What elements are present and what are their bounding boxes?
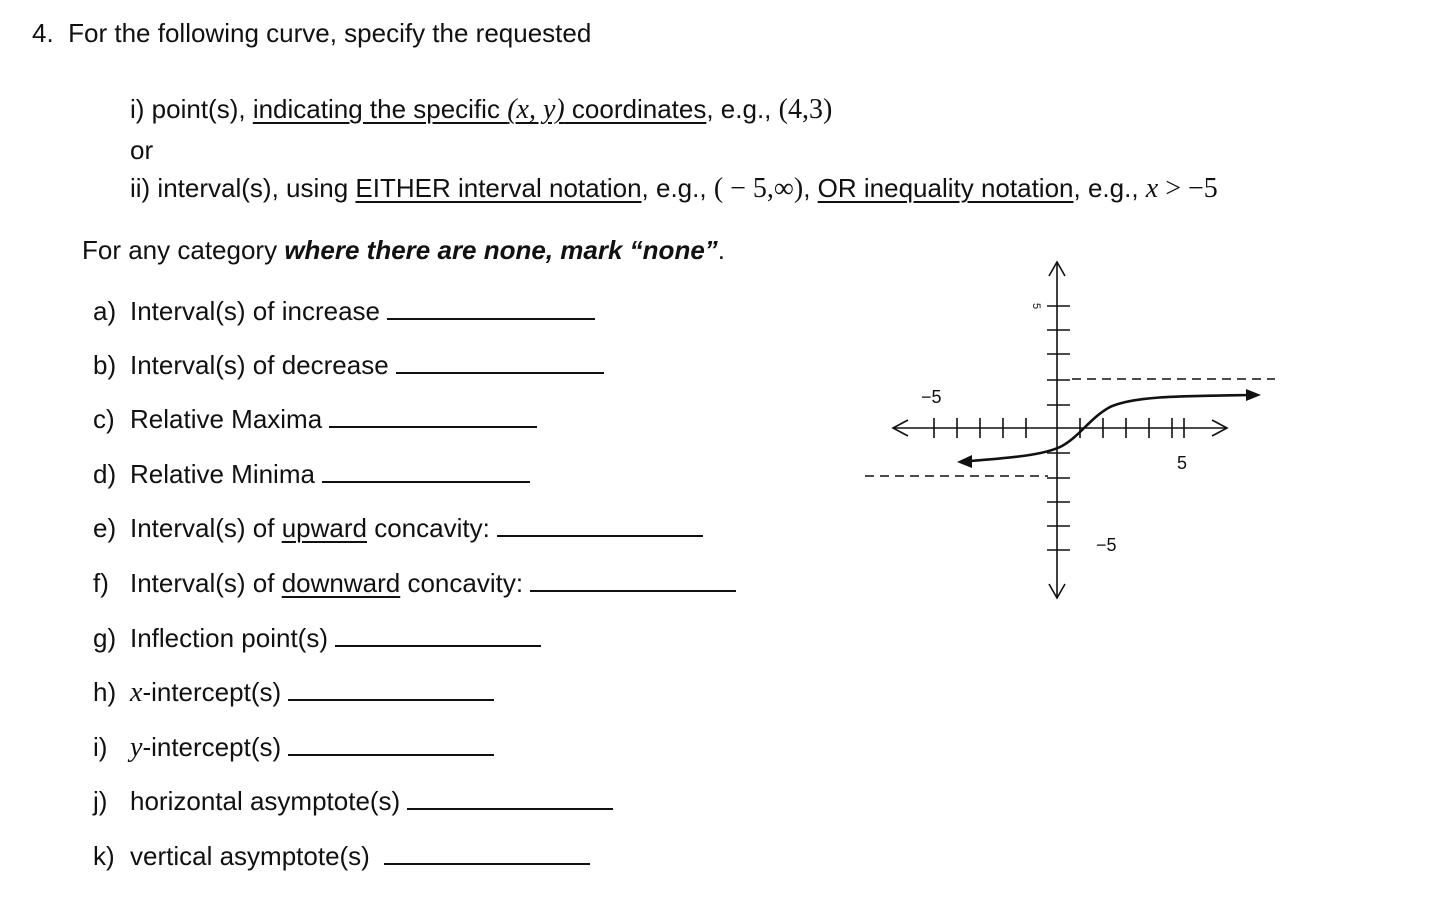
option-ii bbox=[130, 173, 1218, 204]
answer-blank-b[interactable] bbox=[396, 372, 604, 374]
item-label: Interval(s) of bbox=[130, 513, 282, 543]
item-letter: h) bbox=[93, 677, 117, 707]
item-label: Interval(s) of increase bbox=[130, 296, 380, 326]
option-ii-example-inequality: > −5 bbox=[1158, 173, 1218, 204]
item-label-post: concavity: bbox=[367, 513, 490, 543]
answer-blank-g[interactable] bbox=[335, 645, 541, 647]
item-label: -intercept(s) bbox=[142, 677, 282, 707]
item-letter: a) bbox=[93, 296, 117, 326]
option-ii-underline-interval: EITHER interval notation bbox=[355, 173, 642, 203]
item-g bbox=[93, 623, 541, 653]
answer-blank-k[interactable] bbox=[384, 863, 590, 865]
option-i-suffix: , e.g., bbox=[706, 94, 779, 124]
option-i-underline-text2: coordinates bbox=[564, 94, 707, 124]
answer-blank-a[interactable] bbox=[387, 318, 595, 320]
instruction-suffix: . bbox=[717, 235, 726, 265]
item-letter: f) bbox=[93, 568, 109, 598]
question-header bbox=[32, 18, 591, 48]
item-letter: c) bbox=[93, 404, 115, 434]
item-letter: d) bbox=[93, 459, 117, 489]
item-d bbox=[93, 459, 530, 489]
item-label: Relative Minima bbox=[130, 459, 315, 489]
option-i-underlined bbox=[253, 94, 707, 124]
instruction-emphasis: where there are none, mark “none” bbox=[284, 235, 718, 265]
curve-left-arrow bbox=[957, 455, 972, 468]
item-label: Interval(s) of decrease bbox=[130, 350, 389, 380]
item-letter: b) bbox=[93, 350, 117, 380]
question-prompt: For the following curve, specify the requested bbox=[68, 18, 592, 48]
option-ii-mid2: , e.g., bbox=[1073, 173, 1146, 203]
option-ii-prefix: ii) interval(s), using bbox=[130, 173, 356, 203]
item-letter: e) bbox=[93, 513, 117, 543]
x-label-neg: −5 bbox=[921, 387, 942, 407]
item-letter: k) bbox=[93, 841, 115, 871]
item-k bbox=[93, 841, 590, 871]
question-number: 4. bbox=[32, 18, 54, 48]
y-label-neg: −5 bbox=[1096, 535, 1117, 555]
option-i-example: (4,3) bbox=[778, 94, 833, 125]
option-ii-example-interval: ( − 5,∞) bbox=[713, 173, 804, 204]
option-i-coord: (x, y) bbox=[507, 94, 565, 125]
item-i bbox=[93, 732, 494, 763]
item-label: -intercept(s) bbox=[142, 732, 282, 762]
item-label: vertical asymptote(s) bbox=[130, 841, 370, 871]
x-label-pos: 5 bbox=[1177, 453, 1188, 473]
item-letter: i) bbox=[93, 732, 108, 762]
item-underlined-word: downward bbox=[281, 568, 401, 598]
item-label: Interval(s) of bbox=[130, 568, 282, 598]
item-label: Relative Maxima bbox=[130, 404, 323, 434]
curve-right-arrow bbox=[1246, 389, 1261, 401]
item-label: Inflection point(s) bbox=[130, 623, 328, 653]
option-i-prefix: i) point(s), bbox=[130, 94, 253, 124]
item-j bbox=[93, 786, 613, 816]
item-e bbox=[93, 513, 703, 543]
answer-blank-f[interactable] bbox=[530, 590, 736, 592]
answer-blank-d[interactable] bbox=[322, 481, 530, 483]
item-h bbox=[93, 677, 494, 708]
curve-graph bbox=[855, 250, 1275, 610]
item-b bbox=[93, 350, 604, 380]
item-letter: j) bbox=[93, 786, 108, 816]
item-variable: x bbox=[130, 677, 143, 708]
item-label: horizontal asymptote(s) bbox=[130, 786, 401, 816]
item-f bbox=[93, 568, 736, 598]
item-label-post: concavity: bbox=[400, 568, 524, 598]
answer-blank-j[interactable] bbox=[407, 808, 613, 810]
answer-blank-e[interactable] bbox=[497, 535, 703, 537]
option-ii-comma: , bbox=[803, 173, 818, 203]
option-ii-mid: , e.g., bbox=[641, 173, 714, 203]
item-variable: y bbox=[130, 732, 143, 763]
item-underlined-word: upward bbox=[281, 513, 367, 543]
option-i bbox=[130, 94, 832, 125]
instruction bbox=[82, 235, 725, 265]
instruction-prefix: For any category bbox=[82, 235, 285, 265]
answer-blank-i[interactable] bbox=[288, 754, 494, 756]
item-letter: g) bbox=[93, 623, 117, 653]
option-or: or bbox=[130, 135, 154, 165]
answer-blank-h[interactable] bbox=[288, 699, 494, 701]
option-i-underline-text: indicating the specific bbox=[252, 94, 508, 124]
y-label-pos: 5 bbox=[1030, 303, 1042, 310]
option-ii-example-var: x bbox=[1145, 173, 1159, 204]
option-ii-underline-inequality: OR inequality notation bbox=[817, 173, 1074, 203]
answer-blank-c[interactable] bbox=[329, 426, 537, 428]
item-c bbox=[93, 404, 537, 434]
item-a bbox=[93, 296, 595, 326]
